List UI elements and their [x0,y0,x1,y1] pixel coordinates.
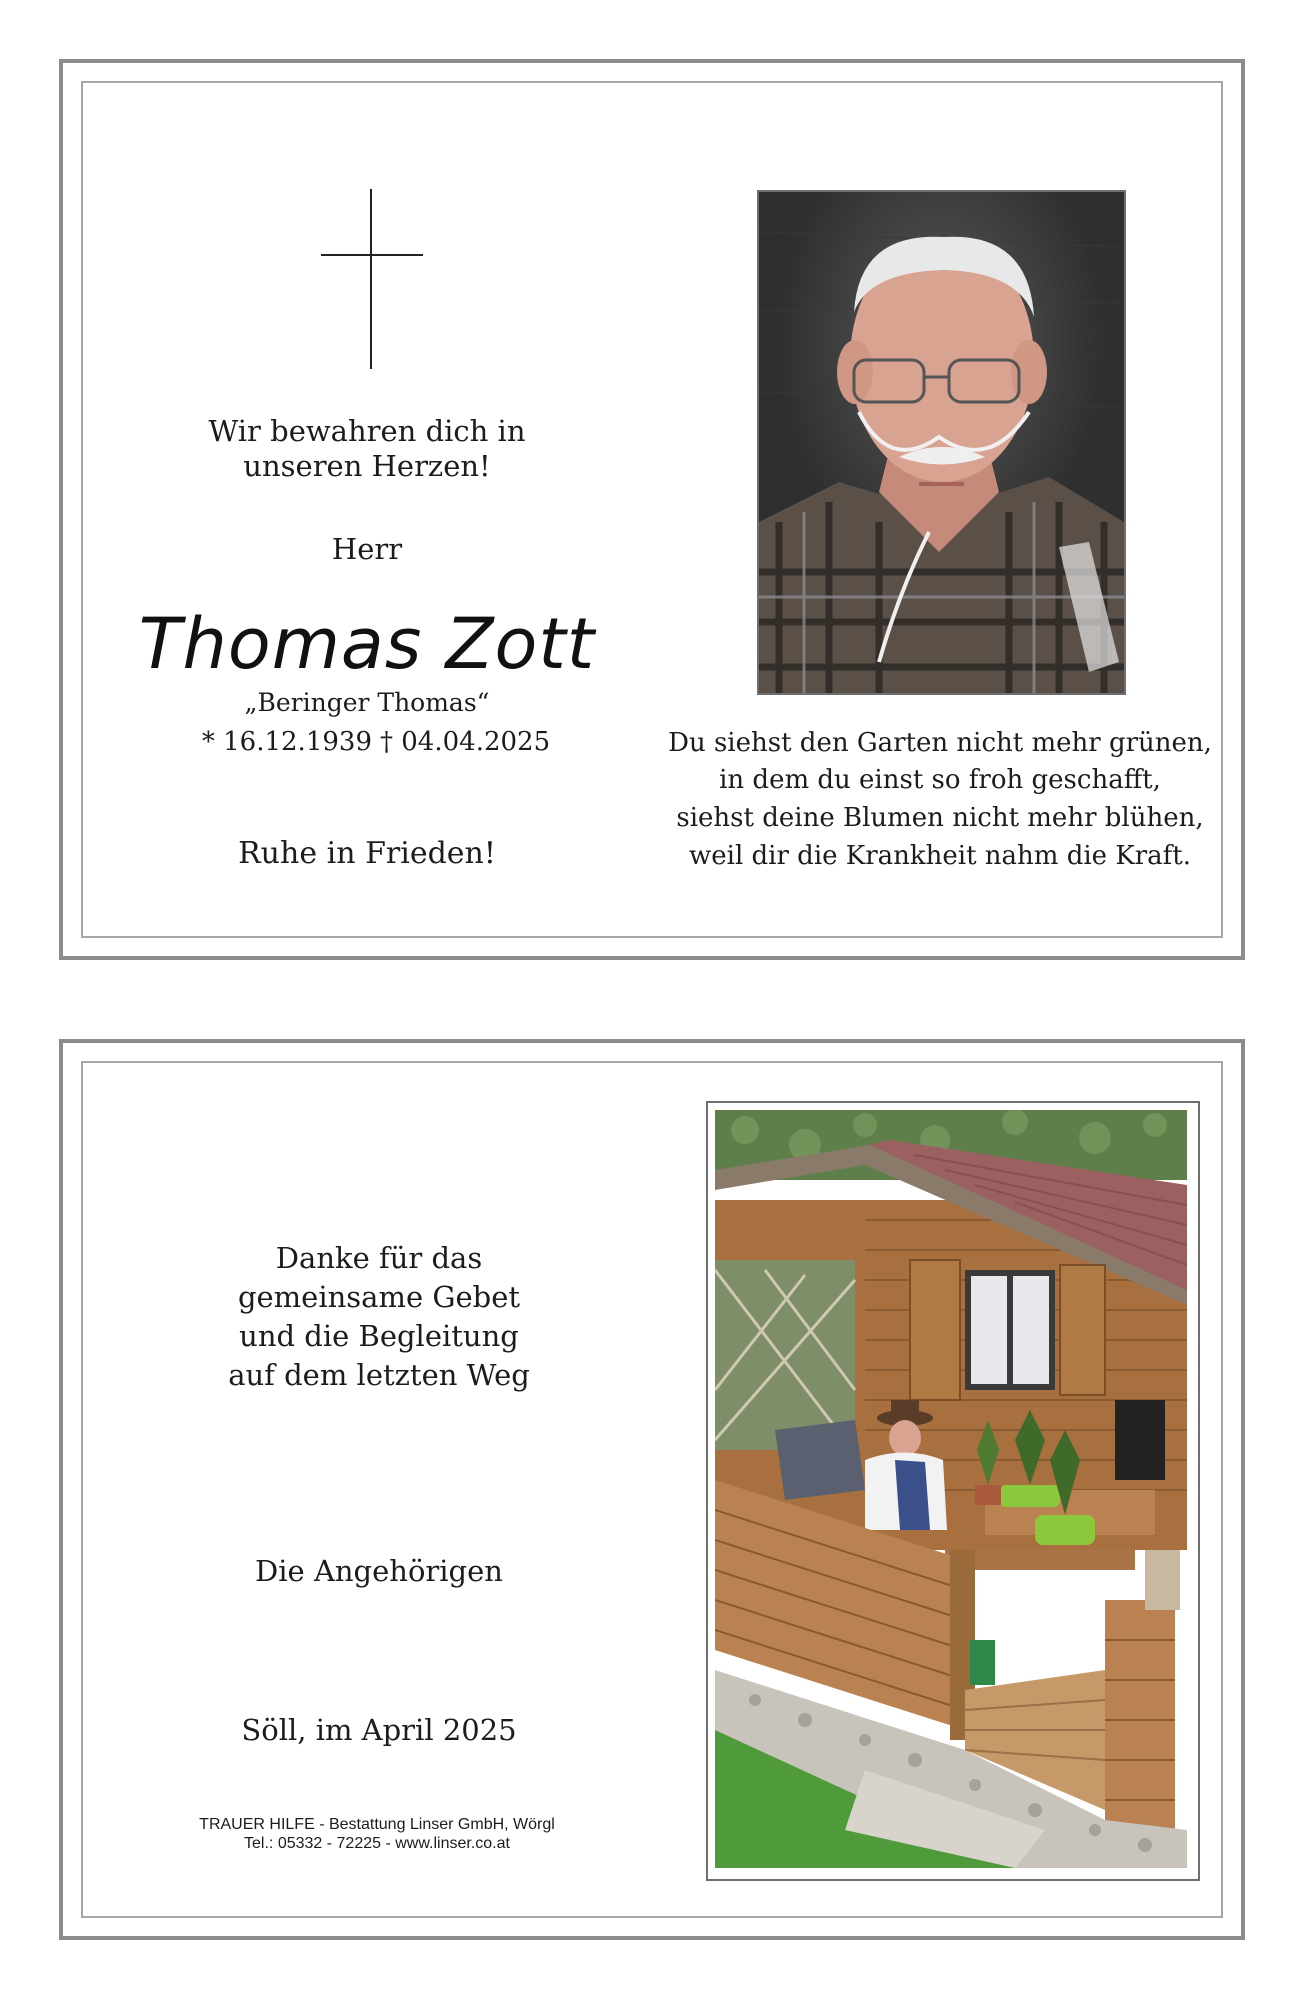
nickname: „Beringer Thomas“ [244,688,490,717]
poem-line-1: Du siehst den Garten nicht mehr grünen, [668,728,1212,758]
thanks-line-3: und die Begleitung [239,1319,519,1353]
undertaker-line-1: TRAUER HILFE - Bestattung Linser GmbH, Wörgl [199,1816,555,1833]
deceased-name: Thomas Zott [138,603,596,685]
cross-icon [370,189,372,369]
death-date: † 04.04.2025 [380,727,551,757]
place-date: Söll, im April 2025 [241,1713,517,1747]
salutation: Herr [331,532,403,566]
closing-phrase: Ruhe in Frieden! [238,836,496,871]
thanks-line-4: auf dem letzten Weg [228,1358,530,1392]
portrait-photo [757,190,1126,695]
poem-line-4: weil dir die Krankheit nahm die Kraft. [688,841,1192,871]
garden-photo [715,1110,1187,1868]
poem-line-3: siehst deine Blumen nicht mehr blühen, [676,803,1204,833]
family-signature: Die Angehörigen [255,1554,503,1588]
birth-date: * 16.12.1939 [201,727,372,757]
cross-icon-bar [321,254,423,256]
verse-top-line1: Wir bewahren dich in [208,414,526,448]
thanks-line-2: gemeinsame Gebet [237,1280,521,1314]
thanks-line-1: Danke für das [275,1241,483,1275]
verse-top-line2: unseren Herzen! [243,449,491,483]
poem-line-2: in dem du einst so froh geschafft, [719,765,1161,795]
undertaker-line-2: Tel.: 05332 - 72225 - www.linser.co.at [244,1835,510,1852]
